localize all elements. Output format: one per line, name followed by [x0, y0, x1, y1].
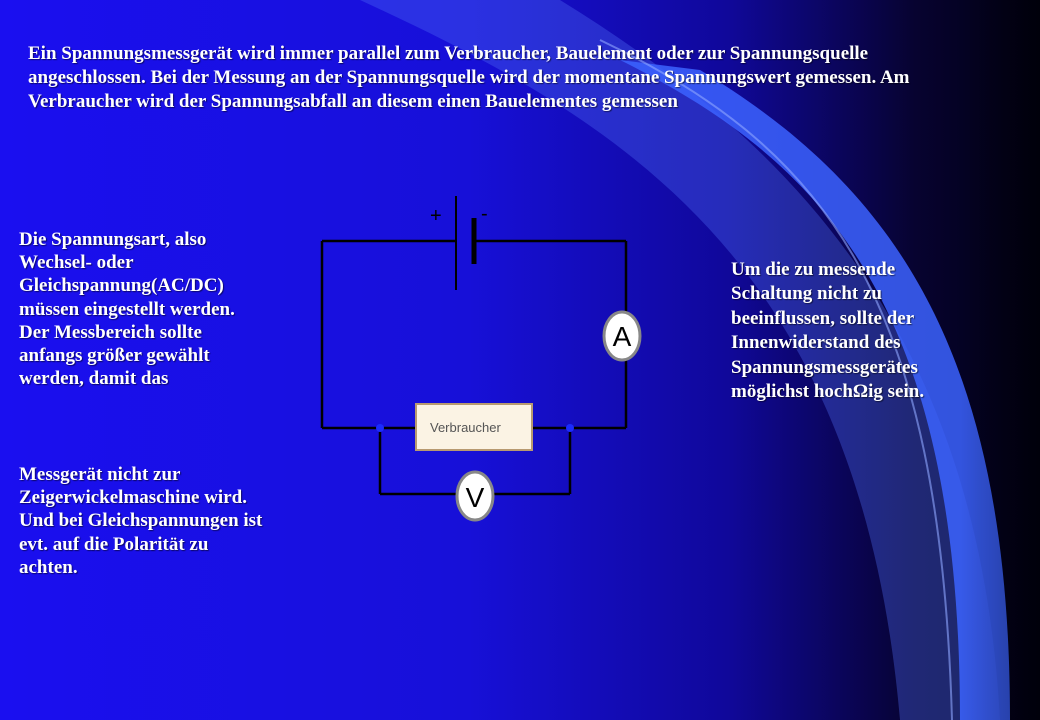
ammeter-label: A	[612, 321, 632, 352]
intro-paragraph: Ein Spannungsmessgerät wird immer parallel zum Verbraucher, Bauelement oder zur Spannungsquelle angeschlossen. Bei der Messung an der Spannungsquelle wird der momentane Spannungswert gemessen. Am Verbraucher wird der Spannungsabfall an diesem einen Bauelementes gemessen	[28, 43, 910, 112]
right-paragraph: Um die zu messende Schaltung nicht zu beeinflussen, sollte der Innenwiderstand des Spannungsmessgerätes möglichst hochΩig sein.	[731, 259, 925, 403]
left-paragraph-part-1: Die Spannungsart, also Wechsel- oder Gleichspannung(AC/DC) müssen eingestellt werden. Der Messbereich sollte anfangs größer gewählt werden, damit das	[19, 229, 235, 390]
node-left	[376, 424, 384, 432]
battery-minus-label: -	[481, 203, 488, 225]
left-paragraph-part-2: Messgerät nicht zur Zeigerwickelmaschine wird. Und bei Gleichspannungen ist evt. auf die Polarität zu achten.	[19, 464, 263, 578]
voltmeter-label: V	[465, 482, 485, 513]
node-right	[566, 424, 574, 432]
load-label: Verbraucher	[430, 420, 501, 435]
battery-plus-label: +	[430, 205, 442, 227]
circuit-diagram	[300, 190, 660, 530]
